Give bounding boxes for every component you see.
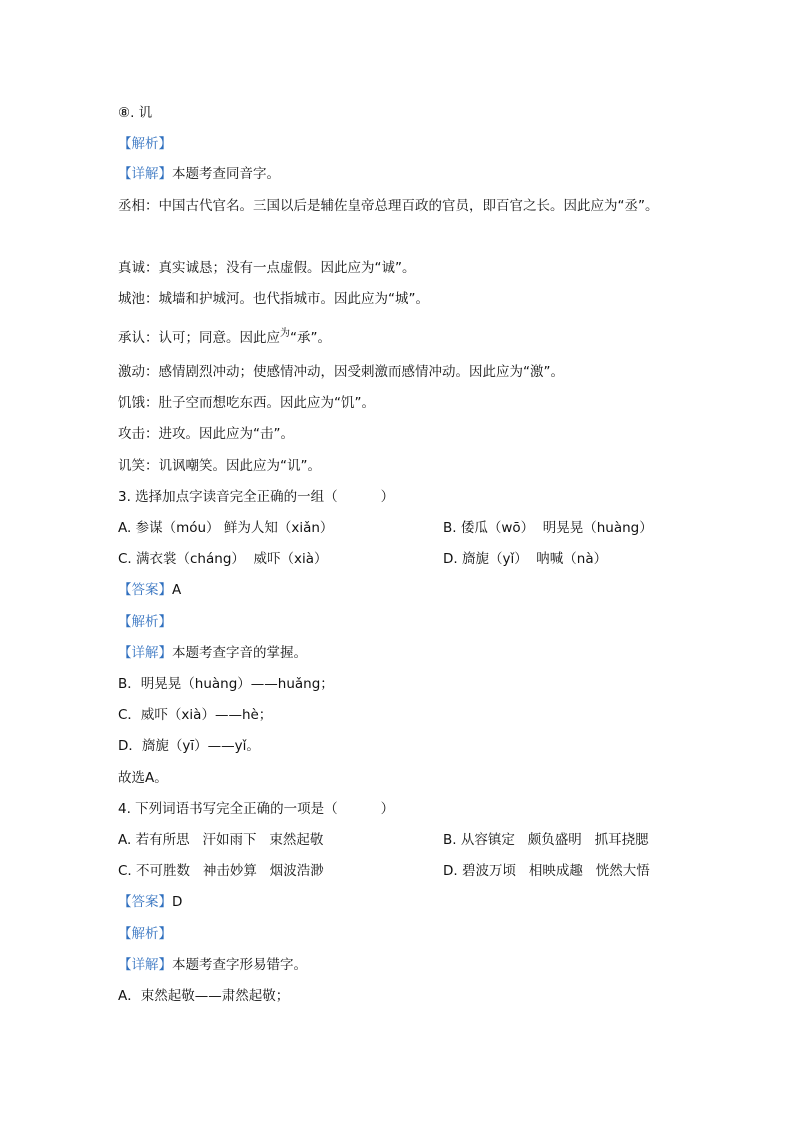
q4-answer-value: D bbox=[172, 894, 183, 910]
detail-tag: 【详解】 bbox=[118, 166, 172, 182]
q3-answer bbox=[118, 580, 181, 600]
q4-detail bbox=[118, 955, 307, 975]
q3-detail-tag: 【详解】 bbox=[118, 645, 172, 661]
q4-detail-tag: 【详解】 bbox=[118, 957, 172, 973]
q3-analysis-tag: 【解析】 bbox=[118, 614, 172, 630]
q4-option-d: D. 碧波万顷 相映成趣 恍然大悟 bbox=[443, 863, 650, 879]
detail-text: 本题考查同音字。 bbox=[172, 166, 280, 182]
answer-tag: 【答案】 bbox=[118, 582, 172, 598]
q4-detail-text: 本题考查字形易错字。 bbox=[172, 957, 307, 973]
q3-option-c: C. 满衣裳（cháng） 威吓（xià） bbox=[118, 551, 328, 567]
q3-line-b: B．明晃晃（huàng）——huǎng； bbox=[118, 676, 334, 692]
q4-answer bbox=[118, 892, 182, 912]
q4-stem: 4. 下列词语书写完全正确的一项是（ ） bbox=[118, 801, 395, 817]
chengren-line bbox=[118, 328, 331, 350]
q3-detail bbox=[118, 643, 307, 663]
q3-option-d: D. 旖旎（yǐ） 呐喊（nà） bbox=[443, 551, 608, 567]
q4-option-b: B. 从容镇定 颇负盛明 抓耳挠腮 bbox=[443, 832, 649, 848]
chengxiang-line: 丞相：中国古代官名。三国以后是辅佐皇帝总理百政的官员，即百官之长。因此应为“丞”。 bbox=[118, 198, 659, 214]
chengren-text-b: “承”。 bbox=[290, 330, 331, 346]
q3-stem: 3. 选择加点字读音完全正确的一组（ ） bbox=[118, 489, 395, 505]
jixiao-line: 讥笑：讥讽嘲笑。因此应为“讥”。 bbox=[118, 458, 321, 474]
chengchi-line: 城池：城墙和护城河。也代指城市。因此应为“城”。 bbox=[118, 291, 429, 307]
jie-line: 饥饿：肚子空而想吃东西。因此应为“饥”。 bbox=[118, 395, 375, 411]
q3-answer-value: A bbox=[172, 582, 182, 598]
item-8: ⑧. 讥 bbox=[118, 105, 153, 121]
jidong-line: 激动：感情剧烈冲动；使感情冲动，因受刺激而感情冲动。因此应为“激”。 bbox=[118, 364, 564, 380]
q3-line-d: D．旖旎（yī）——yǐ。 bbox=[118, 738, 260, 754]
q4-option-c: C. 不可胜数 神击妙算 烟波浩渺 bbox=[118, 863, 324, 879]
chengren-text-a: 承认：认可；同意。因此应 bbox=[118, 330, 280, 346]
q3-option-a: A. 参谋（móu） 鲜为人知（xiǎn） bbox=[118, 520, 334, 536]
q4-line-a: A．束然起敬——肃然起敬； bbox=[118, 988, 290, 1004]
analysis-tag: 【解析】 bbox=[118, 136, 172, 152]
chengren-sup: 为 bbox=[280, 328, 290, 339]
detail-paragraph bbox=[118, 164, 280, 184]
gongji-line: 攻击：进攻。因此应为“击”。 bbox=[118, 426, 294, 442]
q3-line-c: C．威吓（xià）——hè； bbox=[118, 707, 273, 723]
q4-option-a: A. 若有所思 汗如雨下 束然起敬 bbox=[118, 832, 324, 848]
zhencheng-line: 真诚：真实诚恳；没有一点虚假。因此应为“诚”。 bbox=[118, 260, 416, 276]
q3-option-b: B. 倭瓜（wō） 明晃晃（huàng） bbox=[443, 520, 653, 536]
q4-analysis-tag: 【解析】 bbox=[118, 926, 172, 942]
q4-answer-tag: 【答案】 bbox=[118, 894, 172, 910]
q3-conclusion: 故选A。 bbox=[118, 770, 168, 786]
q3-detail-text: 本题考查字音的掌握。 bbox=[172, 645, 307, 661]
